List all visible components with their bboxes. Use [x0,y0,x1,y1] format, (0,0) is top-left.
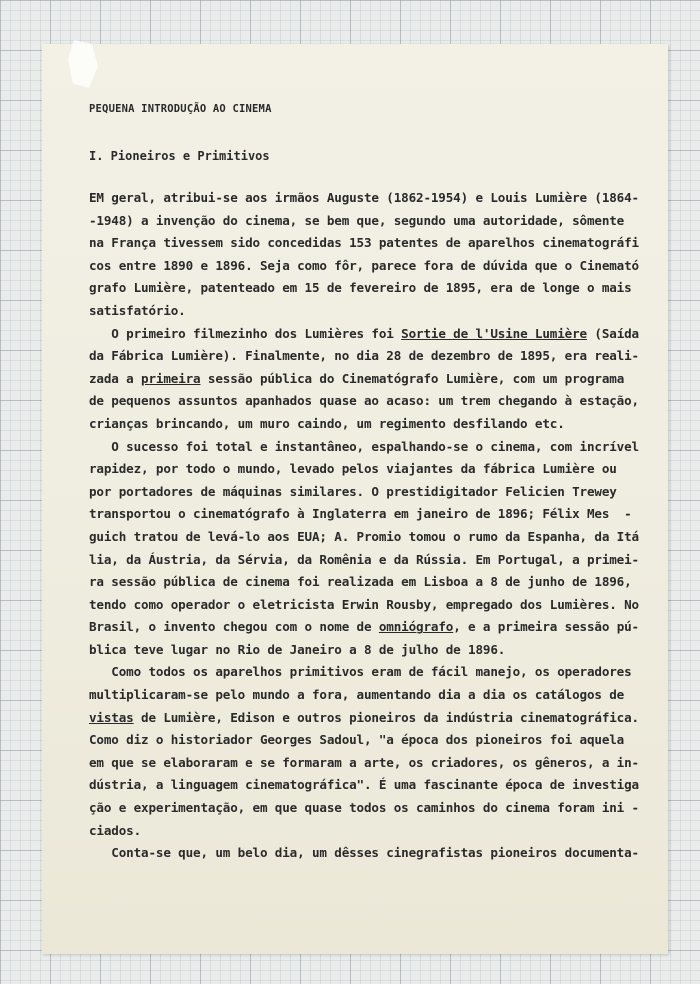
text-line: na França tivessem sido concedidas 153 patentes de aparelhos cinematográfi [89,235,639,251]
text-line: zada a primeira sessão pública do Cinematógrafo Lumière, com um programa [89,370,625,386]
text-line: grafo Lumière, patenteado em 15 de fevereiro de 1895, era de longe o mais [89,280,632,296]
text-line: -1948) a invenção do cinema, se bem que, segundo uma autoridade, sômente [89,212,625,228]
tape-strip [68,40,98,88]
underlined-phrase: vistas [89,709,134,725]
text-line: transportou o cinematógrafo à Inglaterra em janeiro de 1896; Félix Mes - [89,506,632,522]
typed-page [42,44,668,954]
underlined-phrase: omniógrafo [378,619,454,635]
text-line: tendo como operador o eletricista Erwin Rousby, empregado dos Lumières. No [89,596,639,612]
text-line: ção e experimentação, em que quase todos os caminhos do cinema foram ini - [89,800,639,816]
text-line: satisfatório. [89,302,186,318]
text-line: EM geral, atribui-se aos irmãos Auguste (1862-1954) e Louis Lumière (1864- [89,190,639,205]
section-heading: I. Pioneiros e Primitivos [89,149,270,163]
text-line: Conta-se que, um belo dia, um dêsses cinegrafistas pioneiros documenta- [89,845,639,861]
text-line: dústria, a linguagem cinematográfica". É uma fascinante época de investiga [89,777,639,793]
text-line: de pequenos assuntos apanhados quase ao acaso: um trem chegando à estação, [89,393,639,409]
text-line: em que se elaboraram e se formaram a arte, os criadores, os gêneros, a in- [89,754,639,770]
body-text [89,187,642,865]
text-line: O sucesso foi total e instantâneo, espalhando-se o cinema, com incrível [89,438,639,454]
text-line: ciados. [89,822,142,838]
underlined-phrase: primeira [141,370,201,386]
text-line: Como todos os aparelhos primitivos eram de fácil manejo, os operadores [89,664,632,680]
text-line: guich tratou de levá-lo aos EUA; A. Promio tomou o rumo da Espanha, da Itá [89,528,639,544]
text-line: vistas de Lumière, Edison e outros pioneiros da indústria cinematográfica. [89,709,639,725]
text-line: blica teve lugar no Rio de Janeiro a 8 de julho de 1896. [89,641,506,657]
text-line: Brasil, o invento chegou com o nome de omniógrafo, e a primeira sessão pú- [89,619,639,635]
text-line: rapidez, por todo o mundo, levado pelos viajantes da fábrica Lumière ou [89,461,617,477]
underlined-phrase: Sortie de l'Usine Lumière [401,325,587,341]
text-line: por portadores de máquinas similares. O prestidigitador Felicien Trewey [89,483,617,499]
text-line: multiplicaram-se pelo mundo a fora, aumentando dia a dia os catálogos de [89,687,625,703]
text-line: cos entre 1890 e 1896. Seja como fôr, parece fora de dúvida que o Cinemató [89,257,639,273]
page-title: PEQUENA INTRODUÇÃO AO CINEMA [89,103,272,115]
text-line: lia, da Áustria, da Sérvia, da Romênia e da Rússia. Em Portugal, a primei- [89,551,639,567]
text-line: da Fábrica Lumière). Finalmente, no dia 28 de dezembro de 1895, era reali- [89,348,639,364]
text-line: crianças brincando, um muro caindo, um regimento desfilando etc. [89,415,565,431]
text-line: ra sessão pública de cinema foi realizada em Lisboa a 8 de junho de 1896, [89,574,632,590]
text-line: Como diz o historiador Georges Sadoul, "a época dos pioneiros foi aquela [89,732,625,748]
text-line: O primeiro filmezinho dos Lumières foi Sortie de l'Usine Lumière (Saída [89,325,639,341]
